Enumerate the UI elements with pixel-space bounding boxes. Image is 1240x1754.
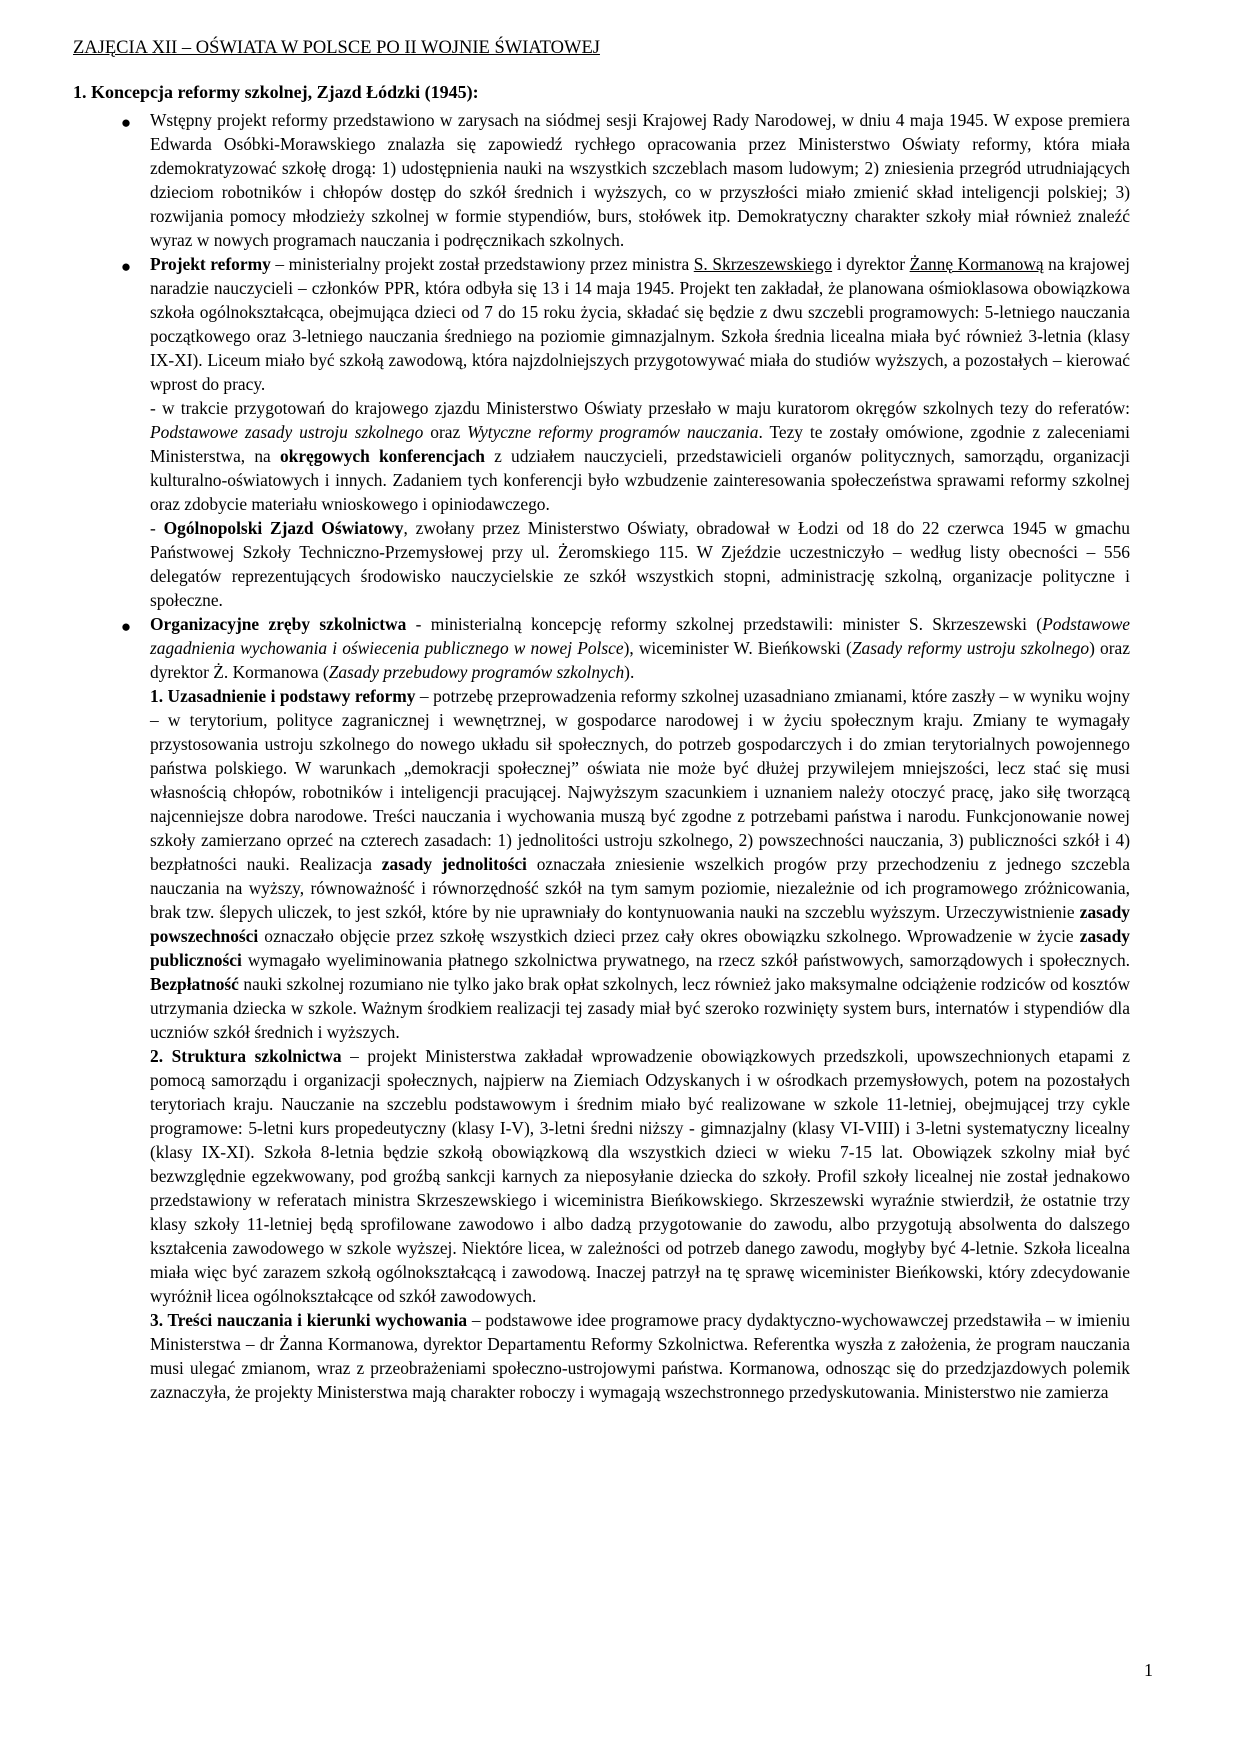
- hyperlink[interactable]: S. Skrzeszewskiego: [693, 254, 833, 274]
- paragraph: Organizacyjne zręby szkolnictwa - ministerialną koncepcję reformy szkolnej przedstawili: minister S. Skrzeszewski (Podstawowe zagadnienia wychowania i oświecenia publicznego w nowej Polsce), wiceminister W. Bieńkowski (Zasady reformy ustroju szkolnego) oraz dyrektor Ż. Kormanowa (Zasady przebudowy programów szkolnych).: [150, 614, 1131, 682]
- italic-title: Wytyczne reformy programów nauczania: [467, 422, 759, 442]
- italic-title: Podstawowe zasady ustroju szkolnego: [150, 422, 424, 442]
- paragraph: Projekt reformy – ministerialny projekt został przedstawiony przez ministra S. Skrzeszewskiego i dyrektor Żannę Kormanową na krajowej naradzie nauczycieli – członków PPR, która odbyła się 13 i 14 maja 1945. Projekt ten zakładał, że planowana ośmioklasowa obowiązkowa szkoła ogólnokształcąca, obejmująca dzieci od 7 do 15 roku życia, składać się będzie z dwu szczebli programowych: 5-letniego nauczania początkowego oraz 3-letniego nauczania średniego na poziomie gimnazjalnym. Szkoła średnia licealna miała być również 3-letnia (klasy IX-XI). Liceum miało być szkołą zawodową, która najzdolniejszych przygotowywać miała do studiów wyższych, a pozostałych – kierować wprost do pracy.: [150, 254, 1131, 394]
- page-number: 1: [1144, 1660, 1153, 1680]
- italic-title: Podstawowe zagadnienia wychowania i oświecenia publicznego w nowej Polsce: [150, 614, 1131, 658]
- bold-term: okręgowych konferencjach: [279, 446, 485, 466]
- bold-term: Organizacyjne zręby szkolnictwa: [150, 614, 407, 634]
- hyperlink[interactable]: Żannę Kormanową: [909, 254, 1044, 274]
- bold-term: 3. Treści nauczania i kierunki wychowania: [150, 1310, 468, 1330]
- bold-term: Projekt reformy: [150, 254, 271, 274]
- italic-title: Zasady przebudowy programów szkolnych: [328, 662, 625, 682]
- document-page: [73, 36, 1130, 1404]
- bold-term: zasady publiczności: [150, 926, 1130, 970]
- paragraph: 3. Treści nauczania i kierunki wychowania – podstawowe idee programowe pracy dydaktyczno-wychowawczej przedstawiła – w imieniu Ministerstwa – dr Żanna Kormanowa, dyrektor Departamentu Reformy Szkolnictwa. Referentka wyszła z założenia, że program nauczania musi ulegać zmianom, wraz z przeobrażeniami społeczno-ustrojowymi państwa. Kormanowa, odnosząc się do przedzjazdowych polemik zaznaczyła, że projekty Ministerstwa mają charakter roboczy i wymagają wszechstronnego przedyskutowania. Ministerstwo nie zamierza: [150, 1310, 1130, 1402]
- bold-term: Bezpłatność: [150, 974, 239, 994]
- bullet-list: [73, 108, 1130, 1404]
- paragraph: - Ogólnopolski Zjazd Oświatowy, zwołany przez Ministerstwo Oświaty, obradował w Łodzi od 18 do 22 czerwca 1945 w gmachu Państwowej Szkoły Techniczno-Przemysłowej przy ul. Żeromskiego 115. W Zjeździe uczestniczyło – według listy obecności – 556 delegatów reprezentujących środowisko nauczycielskie ze szkół wszystkich stopni, administrację szkolną, organizacje polityczne i społeczne.: [150, 518, 1130, 610]
- list-item: [73, 108, 1130, 252]
- section-heading: 1. Koncepcja reformy szkolnej, Zjazd Łódzki (1945):: [73, 82, 479, 102]
- bold-term: 1. Uzasadnienie i podstawy reformy: [150, 686, 416, 706]
- italic-title: Zasady reformy ustroju szkolnego: [851, 638, 1090, 658]
- paragraph: Wstępny projekt reformy przedstawiono w zarysach na siódmej sesji Krajowej Rady Narodowej, w dniu 4 maja 1945. W expose premiera Edwarda Osóbki-Morawskiego znalazła się zapowiedź rychłego opracowania przez Ministerstwo Oświaty reformy, która miała zdemokratyzować szkołę drogą: 1) udostępnienia nauki na wszystkich szczeblach masom ludowym; 2) zniesienia przegród utrudniających dzieciom robotników i chłopów dostęp do szkół średnich i wyższych, co w przyszłości miało zmienić skład inteligencji polskiej; 3) rozwijania pomocy młodzieży szkolnej w formie stypendiów, burs, stołówek itp. Demokratyczny charakter szkoły miał również znaleźć wyraz w nowych programach nauczania i podręcznikach szkolnych.: [150, 110, 1130, 250]
- bold-term: zasady jednolitości: [381, 854, 527, 874]
- bullet-icon: ●: [120, 257, 132, 276]
- paragraph: - w trakcie przygotowań do krajowego zjazdu Ministerstwo Oświaty przesłało w maju kuratorom okręgów szkolnych tezy do referatów: Podstawowe zasady ustroju szkolnego oraz Wytyczne reformy programów nauczania. Tezy te zostały omówione, zgodnie z zaleceniami Ministerstwa, na okręgowych konferencjach z udziałem nauczycieli, przedstawicieli organów politycznych, samorządu, organizacji kulturalno-oświatowych i innych. Zadaniem tych konferencji było wzbudzenie zainteresowania społeczeństwa sprawami reformy szkolnej oraz zdobycie materiału wnioskowego i opiniodawczego.: [150, 398, 1131, 514]
- list-item: [73, 612, 1130, 1404]
- bullet-icon: ●: [120, 617, 132, 636]
- bold-term: Ogólnopolski Zjazd Oświatowy: [163, 518, 404, 538]
- paragraph: 2. Struktura szkolnictwa – projekt Ministerstwa zakładał wprowadzenie obowiązkowych przedszkoli, upowszechnionych etapami z pomocą samorządu i organizacji społecznych, najpierw na Ziemiach Odzyskanych i w ośrodkach przemysłowych, potem na pozostałych terytoriach kraju. Nauczanie na szczeblu podstawowym i średnim miało być realizowane w szkole 11-letniej, obejmującej trzy cykle programowe: 5-letni kurs propedeutyczny (klasy I-V), 3-letni średni niższy - gimnazjalny (klasy VI-VIII) i 3-letni systematyczny licealny (klasy IX-XI). Szkoła 8-letnia będzie szkołą obowiązkową dla wszystkich dzieci w wieku 7-15 lat. Obowiązek szkolny miał być bezwzględnie egzekwowany, pod groźbą sankcji karnych za nieposyłanie dziecka do szkoły. Profil szkoły licealnej nie został jednakowo przedstawiony w referatach ministra Skrzeszewskiego i wiceministra Bieńkowskiego. Skrzeszewski wyraźnie stwierdził, że ostatnie trzy klasy szkoły 11-letniej będą sprofilowane zawodowo i albo dadzą przygotowanie do zawodu, albo przygotują absolwenta do dalszego kształcenia zawodowego w szkole wyższej. Niektóre licea, w zależności od potrzeb danego zawodu, mogłyby być 4-letnie. Szkoła licealna miała więc być zarazem szkołą ogólnokształcącą i zawodową. Inaczej patrzył na tę sprawę wiceminister Bieńkowski, który zdecydowanie wyróżnił licea ogólnokształcące od szkół zawodowych.: [150, 1046, 1130, 1306]
- document-title: ZAJĘCIA XII – OŚWIATA W POLSCE PO II WOJNIE ŚWIATOWEJ: [73, 38, 600, 58]
- paragraph: 1. Uzasadnienie i podstawy reformy – potrzebę przeprowadzenia reformy szkolnej uzasadniano zmianami, które zaszły – w wyniku wojny – w terytorium, polityce zagranicznej i wewnętrznej, w gospodarce narodowej i w życiu społecznym kraju. Zmiany te wymagały przystosowania ustroju szkolnego do nowego układu sił społecznych, do potrzeb gospodarczych i do zmian terytorialnych powojennego państwa polskiego. W warunkach „demokracji społecznej” oświata nie może być dłużej przywilejem mniejszości, lecz stać się musi własnością chłopów, robotników i inteligencji pracującej. Najwyższym szacunkiem i uznaniem należy otoczyć pracę, jako siłę tworzącą najcenniejsze dobra narodowe. Treści nauczania i wychowania muszą być zgodne z potrzebami państwa i narodu. Funkcjonowanie nowej szkoły zamierzano oprzeć na czterech zasadach: 1) jednolitości ustroju szkolnego, 2) powszechności nauczania, 3) publiczności szkół i 4) bezpłatności nauki. Realizacja zasady jednolitości oznaczała zniesienie wszelkich progów przy przechodzeniu z jednego szczebla nauczania na wyższy, równoważność i równorzędność szkół na tym samym poziomie, niezależnie od ich programowego zróżnicowania, brak tzw. ślepych uliczek, to jest szkół, które by nie uprawniały do kontynuowania nauki na szczeblu wyższym. Urzeczywistnienie zasady powszechności oznaczało objęcie przez szkołę wszystkich dzieci przez cały okres obowiązku szkolnego. Wprowadzenie w życie zasady publiczności wymagało wyeliminowania płatnego szkolnictwa prywatnego, na rzecz szkół państwowych, samorządowych i społecznych. Bezpłatność nauki szkolnej rozumiano nie tylko jako brak opłat szkolnych, lecz również jako maksymalne odciążenie rodziców od kosztów utrzymania dziecka w szkole. Ważnym środkiem realizacji tej zasady miał być szeroko rozwinięty system burs, internatów i stypendiów dla uczniów szkół średnich i wyższych.: [150, 686, 1131, 1042]
- bold-term: zasady powszechności: [150, 902, 1130, 946]
- bullet-icon: ●: [120, 113, 132, 132]
- bold-term: 2. Struktura szkolnictwa: [150, 1046, 342, 1066]
- list-item: [73, 252, 1130, 612]
